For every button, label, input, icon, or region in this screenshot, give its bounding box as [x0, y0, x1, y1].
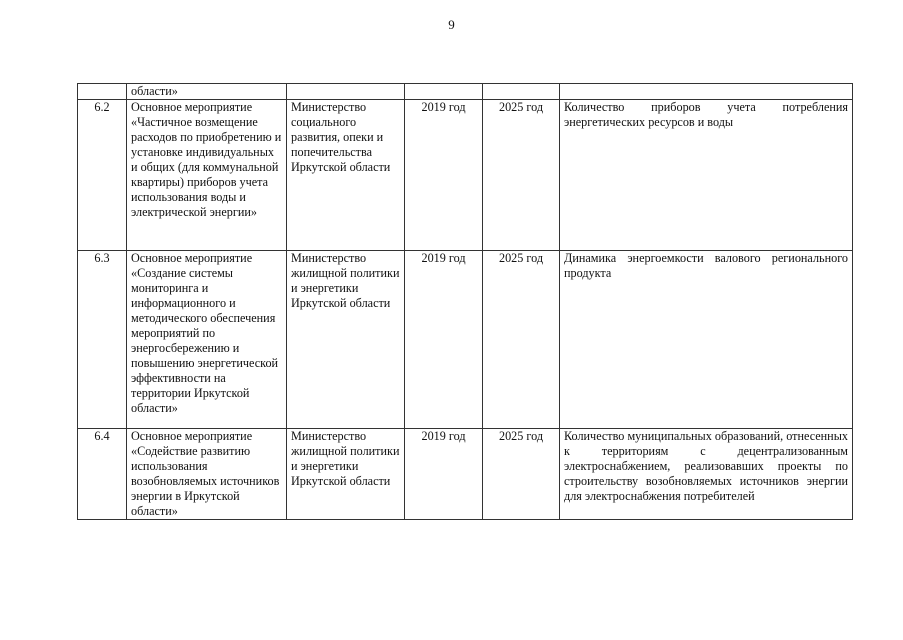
start-year-cell: 2019 год [405, 100, 483, 251]
indicator-cell: Количество приборов учета потребления энергетических ресурсов и воды [560, 100, 853, 251]
start-year-cell: 2019 год [405, 429, 483, 520]
row-number-cell: 6.3 [78, 251, 127, 429]
indicator-cell [560, 84, 853, 100]
table-row [78, 84, 853, 100]
row-number-cell: 6.4 [78, 429, 127, 520]
start-year-cell: 2019 год [405, 251, 483, 429]
end-year-cell [483, 84, 560, 100]
row-number-cell: 6.2 [78, 100, 127, 251]
end-year-cell: 2025 год [483, 100, 560, 251]
end-year-cell: 2025 год [483, 251, 560, 429]
measure-cell: Основное мероприятие «Частичное возмещение расходов по приобретению и установке индивидуальных и общих (для коммунальной квартиры) приборов учета использования воды и электрической энергии» [127, 100, 287, 251]
indicator-cell: Динамика энергоемкости валового регионального продукта [560, 251, 853, 429]
executor-cell: Министерство жилищной политики и энергетики Иркутской области [287, 251, 405, 429]
table-row [78, 251, 853, 429]
end-year-cell: 2025 год [483, 429, 560, 520]
page-number: 9 [448, 17, 455, 32]
executor-cell: Министерство социального развития, опеки и попечительства Иркутской области [287, 100, 405, 251]
table-row [78, 100, 853, 251]
measures-table [77, 83, 853, 520]
executor-cell [287, 84, 405, 100]
row-number-cell [78, 84, 127, 100]
measure-cell: Основное мероприятие «Создание системы мониторинга и информационного и методического обеспечения мероприятий по энергосбережению и повышению энергетической эффективности на территории Иркутской области» [127, 251, 287, 429]
executor-cell: Министерство жилищной политики и энергетики Иркутской области [287, 429, 405, 520]
table-row [78, 429, 853, 520]
start-year-cell [405, 84, 483, 100]
indicator-cell: Количество муниципальных образований, отнесенных к территориям с децентрализованным электроснабжением, реализовавших проекты по строительству возобновляемых источников энергии для электроснабжения потребителей [560, 429, 853, 520]
measure-cell: области» [127, 84, 287, 100]
measure-cell: Основное мероприятие «Содействие развитию использования возобновляемых источников энергии в Иркутской области» [127, 429, 287, 520]
